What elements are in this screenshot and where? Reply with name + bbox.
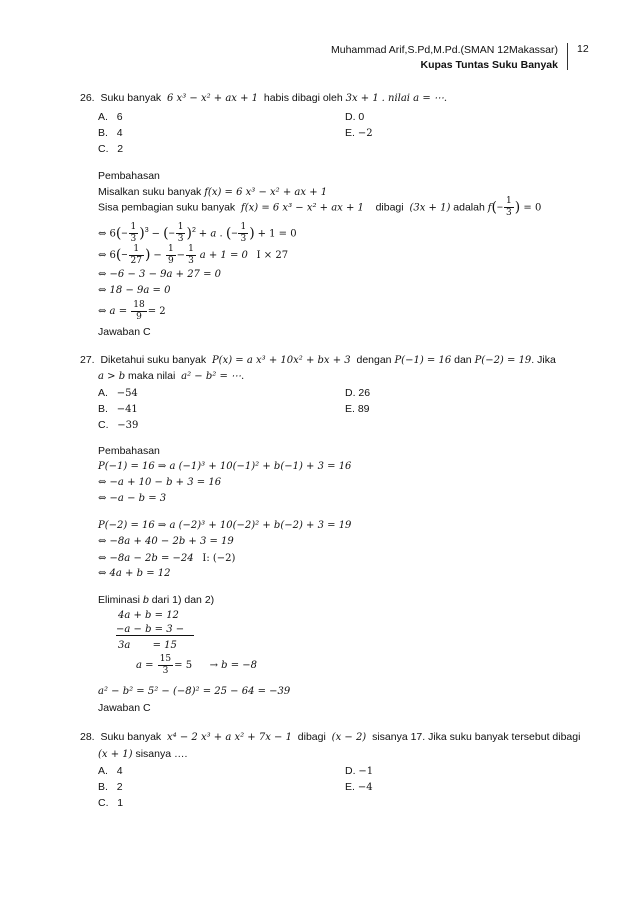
q27-option-d: D. 26 (345, 387, 371, 399)
q26-text: Suku banyak (100, 92, 162, 104)
q27-step: ⇔ 4a + b = 12 (98, 568, 171, 579)
q27-option-b: B. −41 (98, 403, 138, 415)
q28-option-e: E. −4 (345, 781, 373, 793)
q26-step-3: ⇔ −6 − 3 − 9a + 27 = 0 (98, 269, 222, 280)
header-topic: Kupas Tuntas Suku Banyak (420, 59, 558, 71)
q28-option-a: A. 4 (98, 765, 123, 777)
q27-option-e: E. 89 (345, 403, 370, 415)
q26-solution-line: Sisa pembagian suku banyak f(x) = 6 x³ − x² + ax + 1 dibagi (3x + 1) adalah f(− $\frac{1}{3}$ ) = 0 (98, 196, 542, 218)
q27-final: a² − b² = 5² − (−8)² = 25 − 64 = −39 (98, 686, 291, 697)
q26-step-1: ⇔ 6(− $\frac{1}{3}$ )$^3$ − (− $\frac{1}{3}$ )$^2$ + a . (− $\frac{1}{3}$ ) + 1 = 0 (98, 222, 297, 245)
q26-number: 26. (80, 92, 95, 104)
q26-option-d: D. 0 (345, 111, 365, 123)
q28-stem: 28. Suku banyak x⁴ − 2 x³ + a x² + 7x − 1 dibagi (x − 2) sisanya 17. Jika suku banyak tersebut dibagi (80, 731, 581, 743)
q26-step-2: ⇔ 6(− $\frac{1}{27}$ ) − $\frac{1}{9}$ − $\frac{1}{3}$ a + 1 = 0 I × 27 (98, 243, 289, 266)
page-number: 12 (567, 43, 589, 70)
q26-divisor: 3x + 1 (345, 93, 379, 104)
q27-answer: Jawaban C (98, 702, 151, 714)
q26-option-c: C. 2 (98, 143, 124, 155)
q27-option-c: C. −39 (98, 419, 139, 431)
q27-step: P(−2) = 16 ⇒ a (−2)³ + 10(−2)² + b(−2) + 3 = 19 (98, 520, 352, 531)
q28-stem-line2: (x + 1) sisanya …. (98, 748, 188, 760)
q27-step: ⇔ −a + 10 − b + 3 = 16 (98, 477, 222, 488)
q26-answer: Jawaban C (98, 326, 151, 338)
q27-step: ⇔ −8a + 40 − 2b + 3 = 19 (98, 536, 234, 547)
q27-option-a: A. −54 (98, 387, 138, 399)
q26-option-a: A. 6 (98, 111, 123, 123)
q26-text: habis dibagi oleh (263, 92, 343, 104)
q27-solution-heading: Pembahasan (98, 445, 160, 457)
q28-option-d: D. −1 (345, 765, 374, 777)
q27-step: ⇔ −8a − 2b = −24 I: (−2) (98, 553, 236, 564)
q26-poly: 6 x³ − x² + ax + 1 (167, 93, 259, 104)
q26-step-5: ⇔ a = $\frac{18}{9}$ = 2 (98, 299, 166, 322)
q27-elim-row: 4a + b = 12 (118, 610, 179, 621)
q26-option-e: E. −2 (345, 127, 373, 139)
page-header (331, 43, 558, 73)
q26-text: . nilai a = ⋯. (381, 93, 448, 104)
q27-stem-line2: a > b maka nilai a² − b² = ⋯. (98, 370, 245, 382)
q26-solution-line: Misalkan suku banyak f(x) = 6 x³ − x² + ax + 1 (98, 186, 328, 198)
q27-stem: 27. Diketahui suku banyak P(x) = a x³ + 10x² + bx + 3 dengan P(−1) = 16 dan P(−2) = 19. Jika (80, 354, 556, 366)
q27-step: ⇔ −a − b = 3 (98, 493, 167, 504)
q26-step-4: ⇔ 18 − 9a = 0 (98, 285, 171, 296)
q27-elimination-heading: Eliminasi b dari 1) dan 2) (98, 594, 215, 606)
q26-solution-heading: Pembahasan (98, 170, 160, 182)
q27-elim-row: −a − b = 3 − (116, 624, 194, 636)
q26-option-b: B. 4 (98, 127, 123, 139)
q28-option-b: B. 2 (98, 781, 123, 793)
q27-elim-row: 3a = 15 (118, 640, 177, 651)
q26-stem (80, 92, 447, 104)
q28-option-c: C. 1 (98, 797, 124, 809)
header-author: Muhammad Arif,S.Pd,M.Pd.(SMAN 12Makassar) (331, 44, 558, 56)
q27-elim-result: a = $\frac{15}{3}$ = 5 → b = −8 (136, 653, 258, 676)
q27-step: P(−1) = 16 ⇒ a (−1)³ + 10(−1)² + b(−1) + 3 = 16 (98, 461, 352, 472)
